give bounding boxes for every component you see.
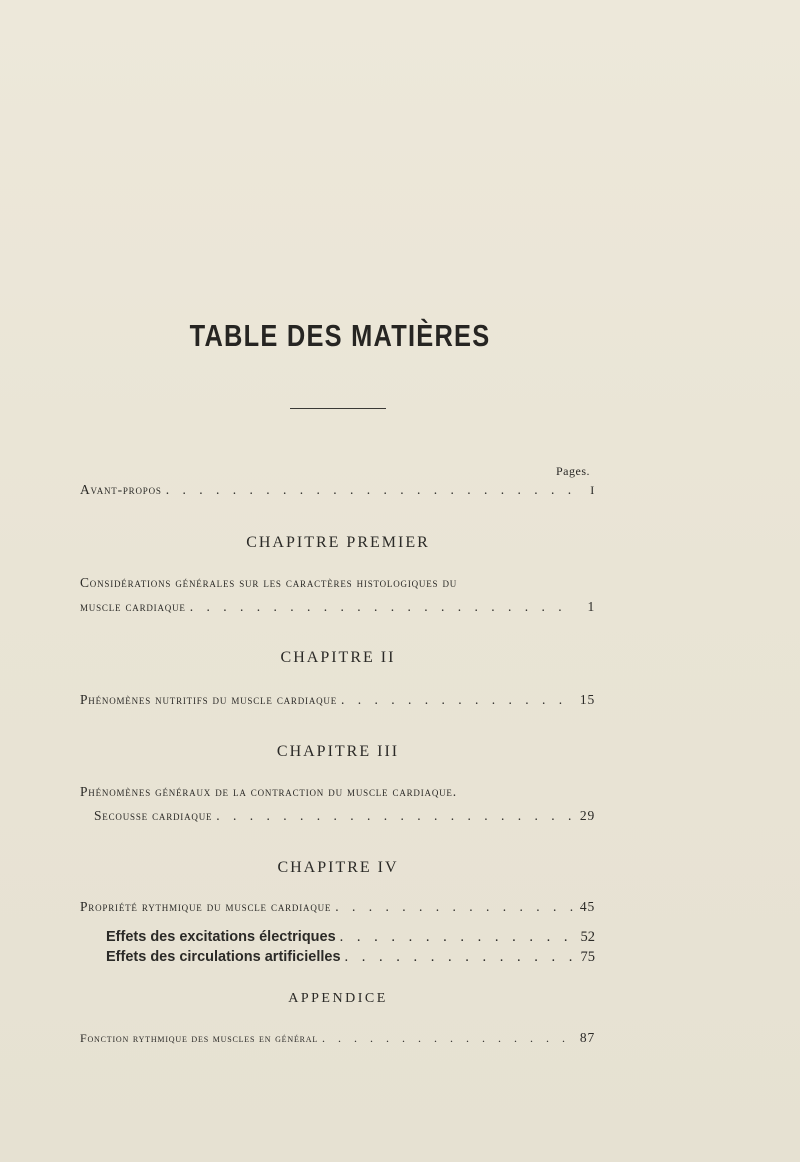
pages-column-label: Pages.	[556, 464, 590, 478]
chapter-heading-3: CHAPITRE III	[276, 743, 400, 760]
toc-entry-text: Propriété rythmique du muscle cardiaque	[80, 899, 332, 914]
title-rule	[290, 408, 386, 410]
toc-entry-text-line1: Phénomènes généraux de la contraction du muscle cardiaque.	[80, 784, 457, 799]
toc-entry-text: Phénomènes nutritifs du muscle cardiaque	[80, 692, 338, 707]
leader-dots	[190, 598, 573, 616]
toc-entry-chapitre-4	[80, 898, 595, 922]
leader-dots	[340, 927, 573, 947]
toc-entry-text: Fonction rythmique des muscles en général	[80, 1031, 319, 1045]
toc-entry-text-line2: Secousse cardiaque	[94, 808, 213, 823]
toc-entry-text-line1: Considérations générales sur les caractères histologiques du	[80, 575, 458, 590]
page-title: TABLE DES MATIÈRES	[189, 318, 491, 353]
toc-entry-page: 29	[579, 808, 595, 823]
toc-subentry-text: Effets des circulations artificielles	[106, 949, 341, 965]
leader-dots	[335, 898, 573, 916]
toc-entry-page: I	[590, 483, 595, 497]
leader-dots	[341, 691, 573, 709]
toc-entry-chapitre-1	[80, 574, 595, 622]
toc-entry-avant-propos	[80, 481, 595, 505]
leader-dots	[322, 1029, 573, 1047]
leader-dots	[216, 807, 573, 825]
toc-entry-text: Avant-propos	[80, 482, 162, 497]
toc-entry-page: 15	[579, 692, 595, 707]
toc-entry-text-line2: muscle cardiaque	[80, 599, 186, 614]
leader-dots	[166, 481, 573, 499]
toc-entry-page: 1	[587, 599, 595, 614]
appendice-heading: APPENDICE	[288, 991, 388, 1006]
toc-entry-page: 45	[579, 899, 595, 914]
chapter-heading-1: CHAPITRE PREMIER	[246, 534, 430, 551]
chapter-heading-4: CHAPITRE IV	[277, 859, 399, 876]
chapter-heading-2: CHAPITRE II	[280, 649, 396, 666]
toc-subentry-circulations	[106, 947, 595, 967]
leader-dots	[345, 947, 573, 967]
toc-subentry-electriques	[106, 927, 595, 947]
toc-entry-page: 87	[579, 1030, 595, 1045]
toc-subentry-text: Effets des excitations électriques	[106, 929, 336, 945]
toc-subentry-page: 75	[580, 949, 595, 965]
toc-subentry-page: 52	[580, 929, 595, 945]
toc-entry-chapitre-2	[80, 691, 595, 715]
toc-entry-appendice	[80, 1029, 595, 1053]
toc-entry-chapitre-3	[80, 783, 595, 831]
